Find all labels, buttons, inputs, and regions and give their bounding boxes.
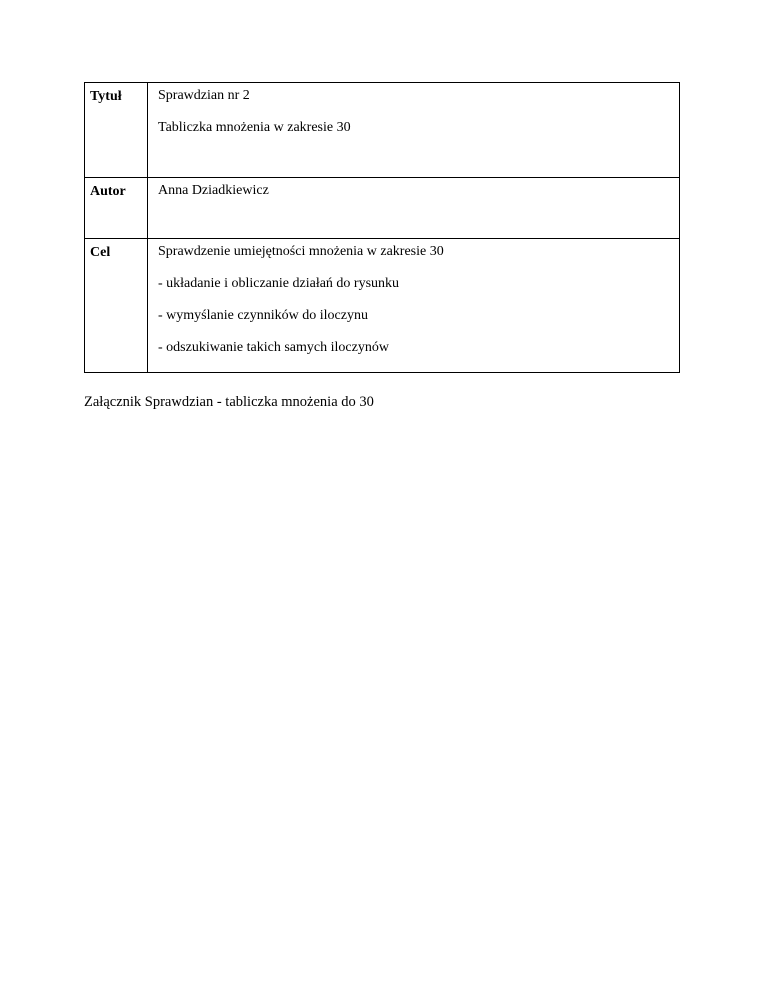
author-value-cell xyxy=(148,178,680,239)
goal-line-2: - układanie i obliczanie działań do rysunku xyxy=(158,276,400,291)
attachment-note: Załącznik Sprawdzian - tabliczka mnożenia do 30 xyxy=(84,394,374,410)
document-info-table xyxy=(84,82,680,373)
goal-label-cell xyxy=(85,239,148,373)
author-name: Anna Dziadkiewicz xyxy=(158,183,269,198)
author-label-cell xyxy=(85,178,148,239)
author-label: Autor xyxy=(90,184,126,199)
table-row-author xyxy=(85,178,680,239)
goal-label: Cel xyxy=(90,245,111,260)
title-line-2: Tabliczka mnożenia w zakresie 30 xyxy=(158,120,351,135)
goal-line-3: - wymyślanie czynników do iloczynu xyxy=(158,308,368,323)
title-label: Tytuł xyxy=(90,89,122,104)
title-line-1: Sprawdzian nr 2 xyxy=(158,88,250,103)
goal-line-4: - odszukiwanie takich samych iloczynów xyxy=(158,340,389,355)
title-value-cell xyxy=(148,83,680,178)
title-label-cell xyxy=(85,83,148,178)
table-row-goal xyxy=(85,239,680,373)
table-row-title xyxy=(85,83,680,178)
goal-value-cell xyxy=(148,239,680,373)
goal-line-1: Sprawdzenie umiejętności mnożenia w zakresie 30 xyxy=(158,244,444,259)
